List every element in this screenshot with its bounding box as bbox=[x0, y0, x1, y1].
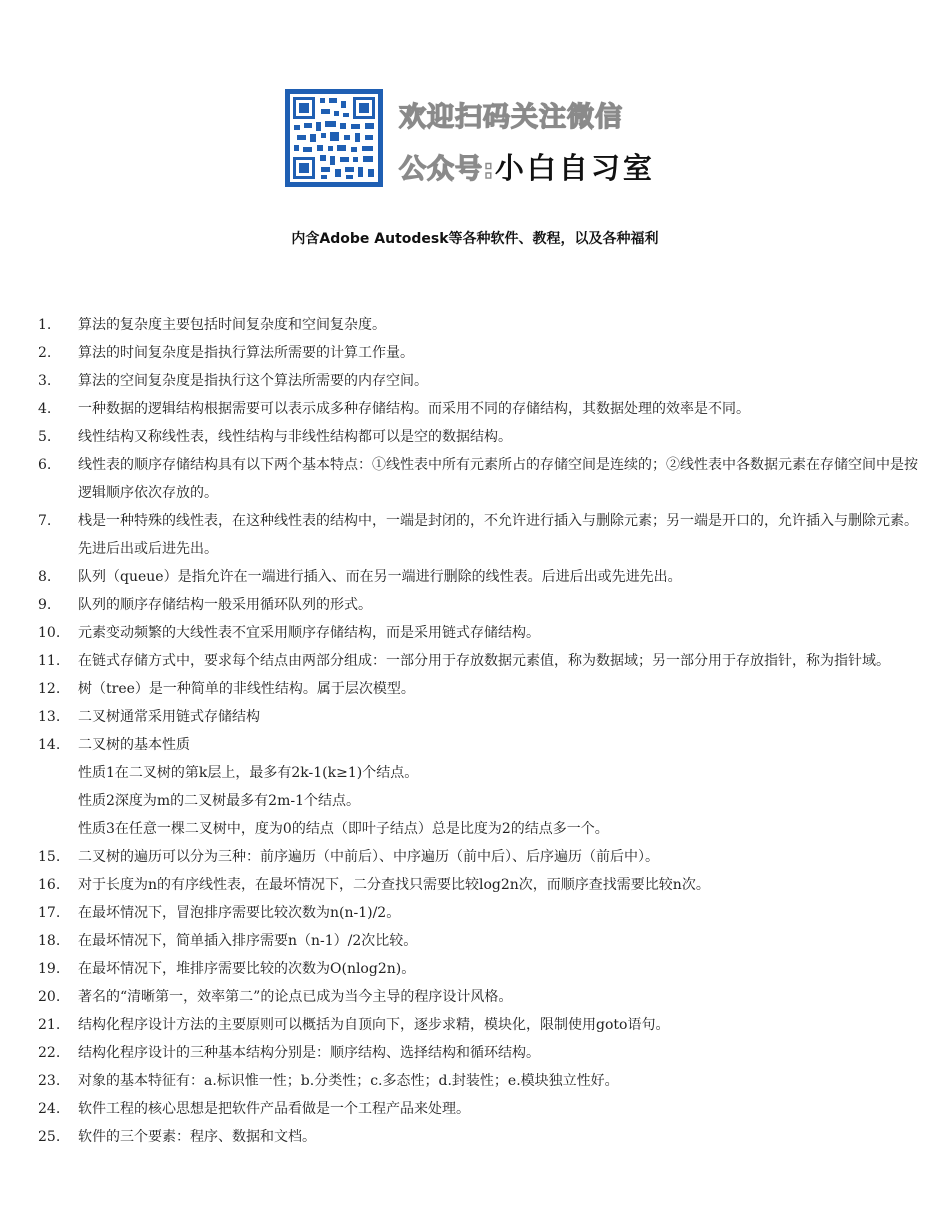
list-item bbox=[38, 731, 918, 759]
item-text: 线性结构又称线性表，线性结构与非线性结构都可以是空的数据结构。 bbox=[78, 429, 512, 445]
item-text: 在最坏情况下，冒泡排序需要比较次数为n(n-1)/2。 bbox=[78, 905, 401, 921]
wechat-banner bbox=[285, 89, 685, 193]
item-number: 24. bbox=[38, 1101, 61, 1117]
item-number: 23. bbox=[38, 1073, 61, 1089]
list-item bbox=[38, 395, 918, 423]
item-text: 结构化程序设计的三种基本结构分别是：顺序结构、选择结构和循环结构。 bbox=[78, 1045, 540, 1061]
banner-follow-text: 欢迎扫码关注微信 bbox=[399, 102, 623, 133]
item-text: 二叉树通常采用链式存储结构 bbox=[78, 709, 260, 725]
item-text: 在链式存储方式中，要求每个结点由两部分组成：一部分用于存放数据元素值，称为数据域；另一部分用于存放指针，称为指针域。 bbox=[78, 653, 890, 669]
list-item bbox=[38, 1039, 918, 1067]
list-item bbox=[38, 899, 918, 927]
knowledge-list bbox=[38, 311, 918, 1151]
item-number: 13. bbox=[38, 709, 61, 725]
list-item bbox=[38, 339, 918, 367]
item-text: 著名的“清晰第一，效率第二”的论点已成为当今主导的程序设计风格。 bbox=[78, 989, 513, 1005]
item-number: 9. bbox=[38, 597, 52, 613]
item-text: 在最坏情况下，简单插入排序需要n（n-1）/2次比较。 bbox=[78, 933, 418, 949]
banner-account-text bbox=[399, 146, 655, 187]
item-text: 一种数据的逻辑结构根据需要可以表示成多种存储结构。而采用不同的存储结构，其数据处理的效率是不同。 bbox=[78, 401, 750, 417]
list-item bbox=[38, 647, 918, 675]
list-item bbox=[38, 1067, 918, 1095]
list-item bbox=[38, 1095, 918, 1123]
item-number: 12. bbox=[38, 681, 61, 697]
item-text: 队列的顺序存储结构一般采用循环队列的形式。 bbox=[78, 597, 372, 613]
list-item bbox=[38, 843, 918, 871]
item-text: 在最坏情况下，堆排序需要比较的次数为O(nlog2n)。 bbox=[78, 961, 416, 977]
item-text: 元素变动频繁的大线性表不宜采用顺序存储结构，而是采用链式存储结构。 bbox=[78, 625, 540, 641]
list-item bbox=[38, 1011, 918, 1039]
list-item bbox=[38, 1123, 918, 1151]
list-item bbox=[38, 927, 918, 955]
item-number: 19. bbox=[38, 961, 61, 977]
item-text: 结构化程序设计方法的主要原则可以概括为自顶向下，逐步求精，模块化，限制使用goto语句。 bbox=[78, 1017, 670, 1033]
list-item bbox=[38, 619, 918, 647]
property-line: 性质3在任意一棵二叉树中，度为0的结点（即叶子结点）总是比度为2的结点多一个。 bbox=[78, 821, 609, 837]
list-item bbox=[38, 955, 918, 983]
item-number: 14. bbox=[38, 737, 61, 753]
item-text: 树（tree）是一种简单的非线性结构。属于层次模型。 bbox=[78, 681, 415, 697]
item-text: 对于长度为n的有序线性表，在最坏情况下，二分查找只需要比较log2n次，而顺序查找需要比较n次。 bbox=[78, 877, 710, 893]
item-number: 3. bbox=[38, 373, 52, 389]
list-item bbox=[38, 451, 918, 507]
property-line: 性质1在二叉树的第k层上，最多有2k-1(k≥1)个结点。 bbox=[78, 765, 419, 781]
item-number: 15. bbox=[38, 849, 61, 865]
promo-text: 内含Adobe Autodesk等各种软件、教程，以及各种福利 bbox=[291, 231, 659, 247]
item-number: 20. bbox=[38, 989, 61, 1005]
item-text: 算法的时间复杂度是指执行算法所需要的计算工作量。 bbox=[78, 345, 414, 361]
item-text: 软件的三个要素：程序、数据和文档。 bbox=[78, 1129, 316, 1145]
list-item bbox=[38, 983, 918, 1011]
list-item bbox=[38, 507, 918, 563]
item-number: 10. bbox=[38, 625, 61, 641]
item-text: 软件工程的核心思想是把软件产品看做是一个工程产品来处理。 bbox=[78, 1101, 470, 1117]
item-text: 对象的基本特征有：a.标识惟一性；b.分类性；c.多态性；d.封装性；e.模块独立性好。 bbox=[78, 1073, 619, 1089]
qr-code-icon[interactable] bbox=[285, 89, 383, 187]
list-item bbox=[38, 591, 918, 619]
item-text: 栈是一种特殊的线性表，在这种线性表的结构中，一端是封闭的，不允许进行插入与删除元素；另一端是开口的，允许插入与删除元素。先进后出或后进先出。 bbox=[78, 513, 918, 557]
item-text: 二叉树的基本性质 bbox=[78, 737, 190, 753]
item-text: 算法的复杂度主要包括时间复杂度和空间复杂度。 bbox=[78, 317, 386, 333]
item-number: 4. bbox=[38, 401, 52, 417]
item-number: 22. bbox=[38, 1045, 61, 1061]
item-text: 算法的空间复杂度是指执行这个算法所需要的内存空间。 bbox=[78, 373, 428, 389]
item-number: 21. bbox=[38, 1017, 61, 1033]
item-number: 25. bbox=[38, 1129, 61, 1145]
item-text: 队列（queue）是指允许在一端进行插入、而在另一端进行删除的线性表。后进后出或先进先出。 bbox=[78, 569, 682, 585]
item-number: 11. bbox=[38, 653, 61, 669]
item-number: 6. bbox=[38, 457, 52, 473]
item-number: 17. bbox=[38, 905, 61, 921]
list-item bbox=[38, 703, 918, 731]
list-item bbox=[38, 675, 918, 703]
list-item bbox=[38, 367, 918, 395]
item-number: 7. bbox=[38, 513, 52, 529]
property-line: 性质2深度为m的二叉树最多有2m-1个结点。 bbox=[78, 793, 361, 809]
list-item bbox=[38, 871, 918, 899]
item-number: 18. bbox=[38, 933, 61, 949]
list-item bbox=[38, 311, 918, 339]
list-item bbox=[38, 563, 918, 591]
list-item bbox=[38, 423, 918, 451]
item-text: 二叉树的遍历可以分为三种：前序遍历（中前后）、中序遍历（前中后）、后序遍历（前后中）。 bbox=[78, 849, 659, 865]
banner-account-name: 小白自习室 bbox=[494, 151, 655, 185]
item-number: 2. bbox=[38, 345, 52, 361]
item-number: 8. bbox=[38, 569, 52, 585]
item-text: 线性表的顺序存储结构具有以下两个基本特点：①线性表中所有元素所占的存储空间是连续的；②线性表中各数据元素在存储空间中是按逻辑顺序依次存放的。 bbox=[78, 457, 918, 501]
item-number: 5. bbox=[38, 429, 52, 445]
item-number: 1. bbox=[38, 317, 52, 333]
banner-account-prefix: 公众号: bbox=[399, 154, 495, 185]
item-number: 16. bbox=[38, 877, 61, 893]
